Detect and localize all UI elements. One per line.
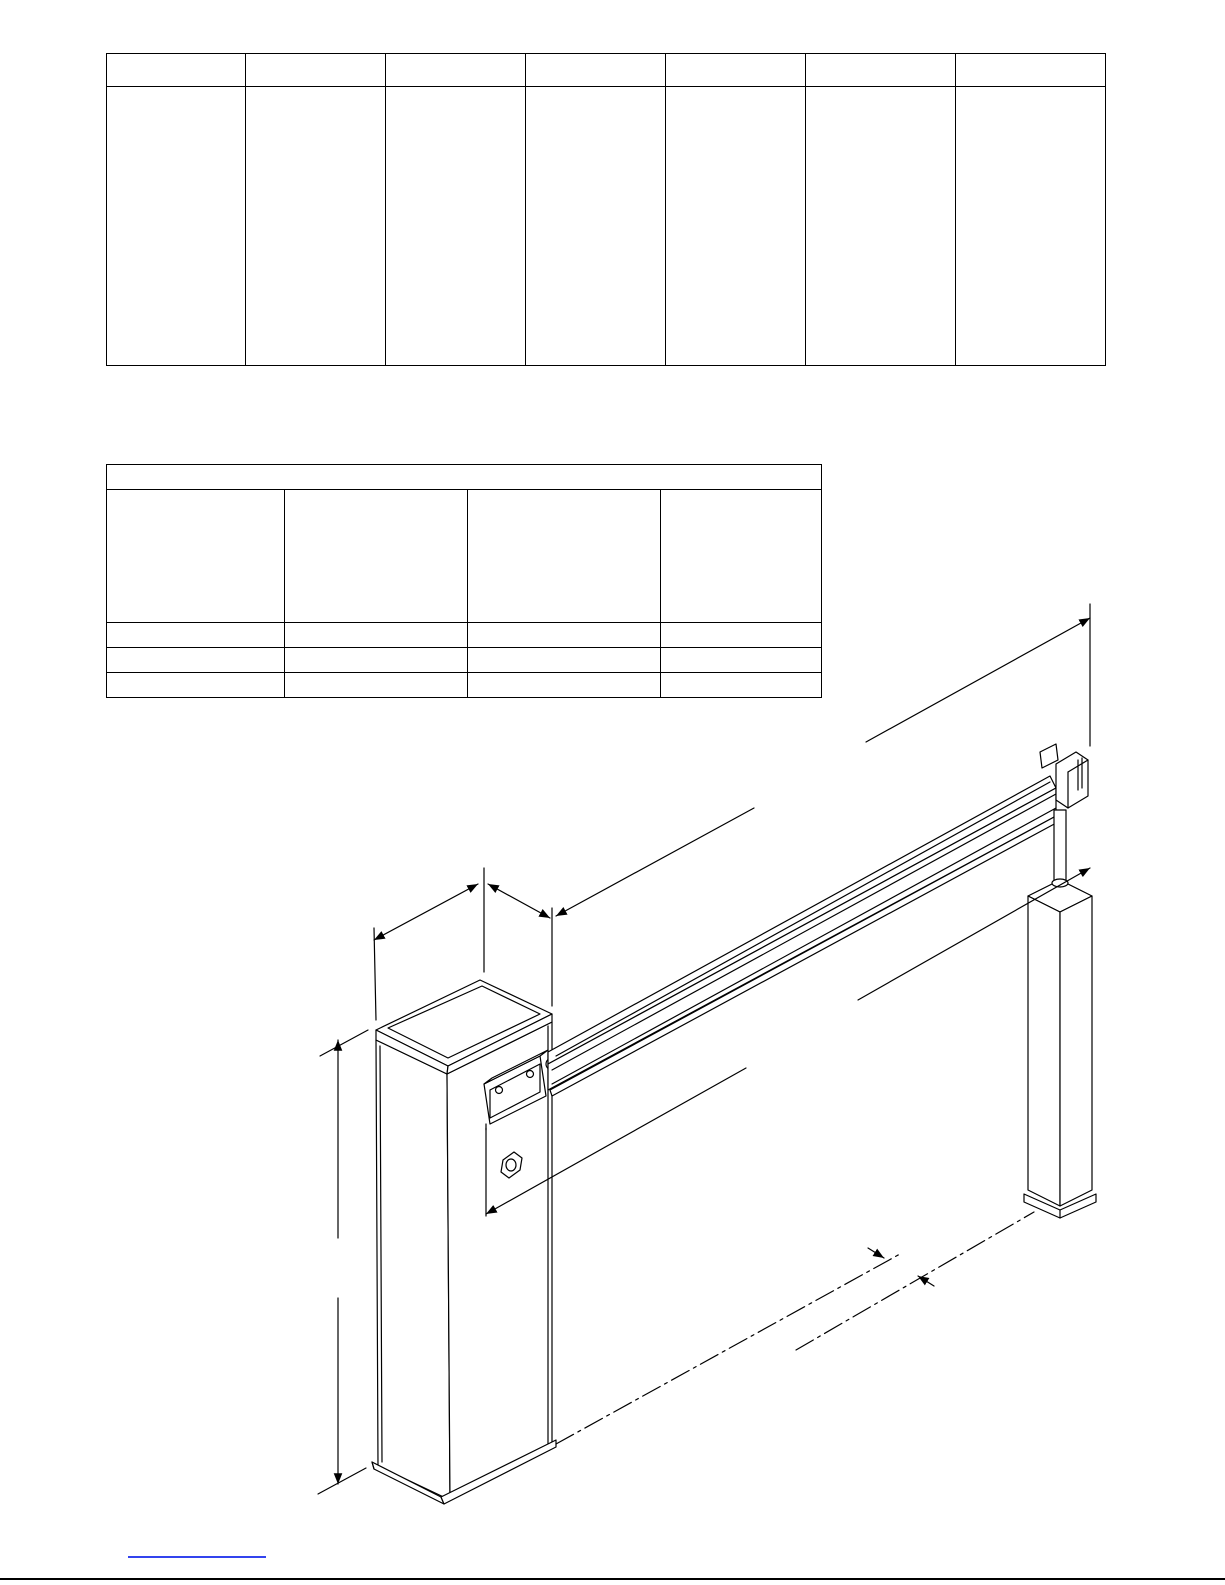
footer-rule bbox=[0, 1578, 1225, 1580]
footer-link-underline[interactable] bbox=[128, 1556, 266, 1558]
centerlines bbox=[556, 1212, 1034, 1444]
barrier-arm bbox=[548, 776, 1058, 1096]
